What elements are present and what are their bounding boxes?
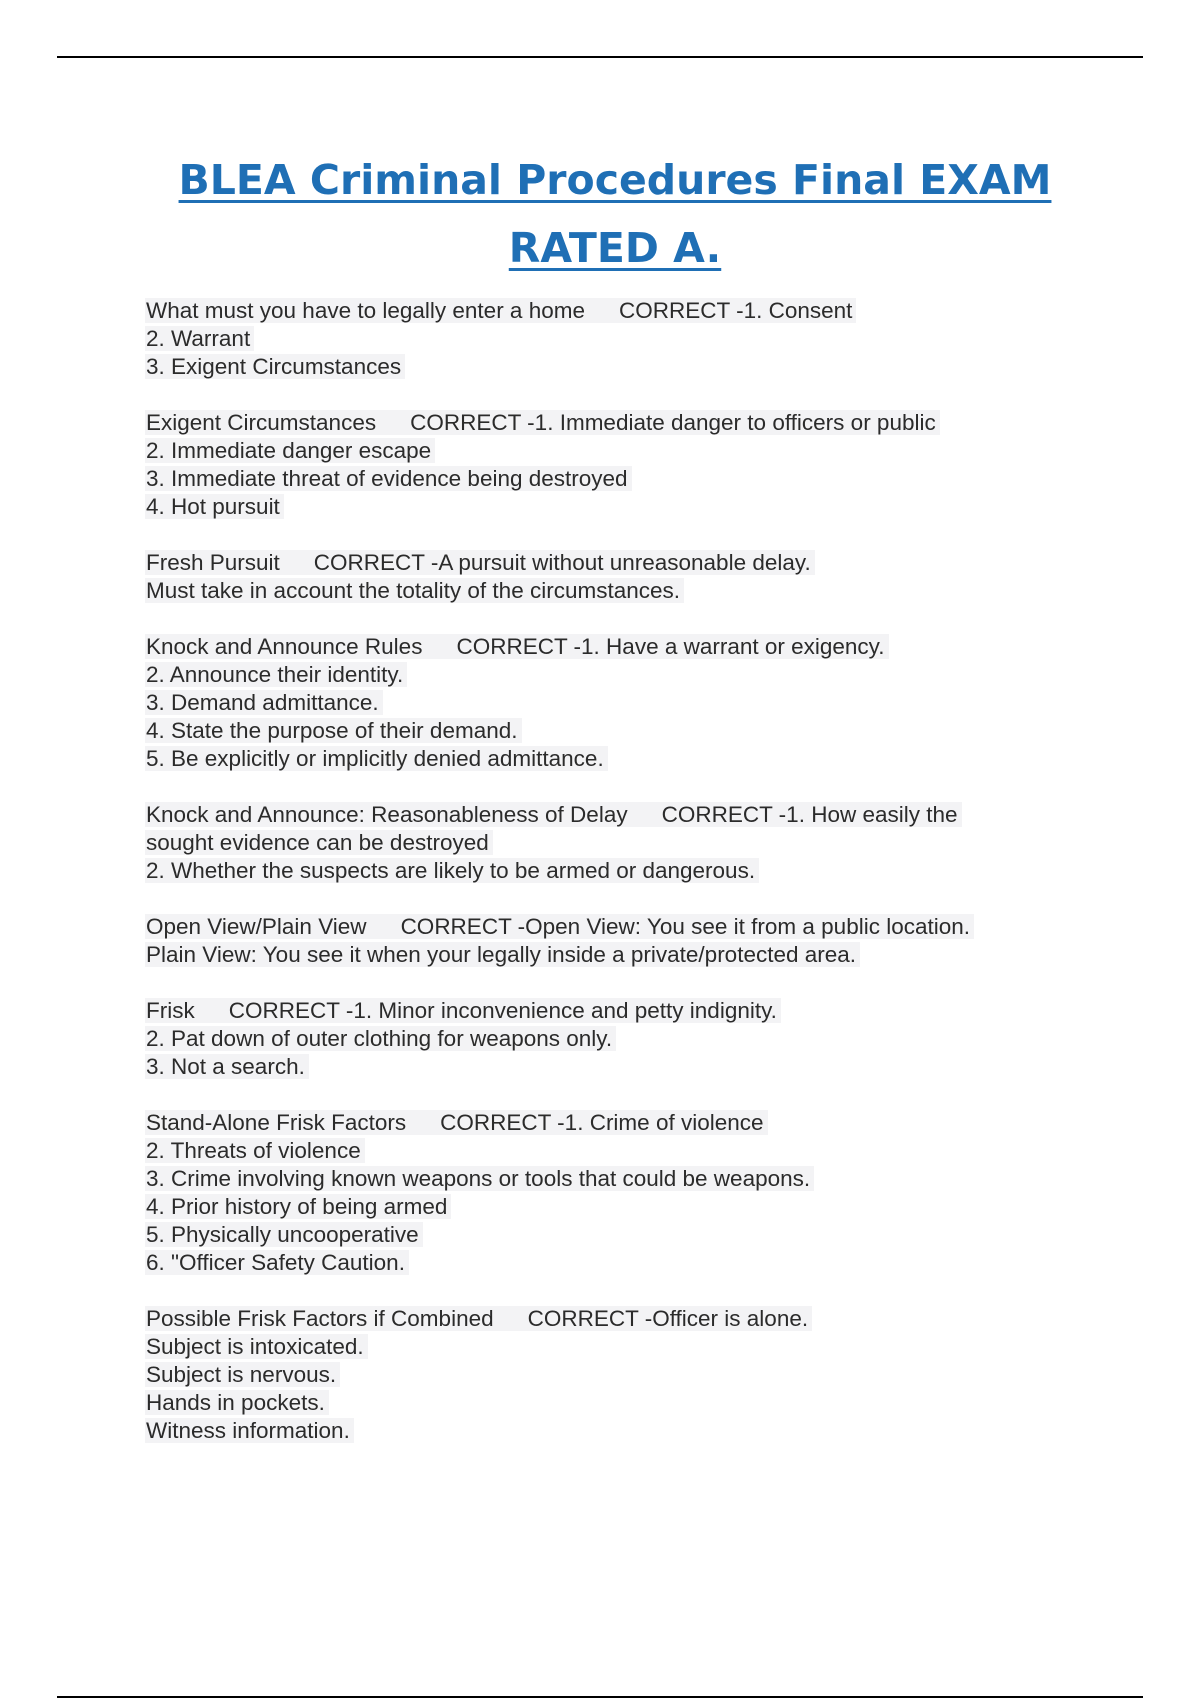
- answer-line: Plain View: You see it when your legally inside a private/protected area.: [145, 942, 860, 967]
- qa-item: [145, 913, 1045, 969]
- answer: CORRECT -1. Have a warrant or exigency.: [456, 634, 885, 659]
- answer-line: 4. Prior history of being armed: [145, 1194, 451, 1219]
- qa-list: [145, 297, 1045, 1473]
- answer-line: 3. Crime involving known weapons or tools that could be weapons.: [145, 1166, 814, 1191]
- answer-line: 5. Physically uncooperative: [145, 1222, 423, 1247]
- answer: CORRECT -1. Minor inconvenience and petty indignity.: [228, 998, 777, 1023]
- answer-line: 2. Pat down of outer clothing for weapons only.: [145, 1026, 616, 1051]
- qa-item: [145, 1109, 1045, 1277]
- qa-item: [145, 549, 1045, 605]
- question: Stand-Alone Frisk Factors: [146, 1110, 407, 1135]
- answer: CORRECT -1. How easily the: [661, 802, 958, 827]
- answer-line: 5. Be explicitly or implicitly denied admittance.: [145, 746, 608, 771]
- answer: CORRECT -1. Crime of violence: [440, 1110, 764, 1135]
- answer-line: Witness information.: [145, 1418, 354, 1443]
- header-rule: [57, 56, 1143, 58]
- answer-line: 3. Demand admittance.: [145, 690, 383, 715]
- question: Frisk: [146, 998, 195, 1023]
- document-title: [160, 146, 1070, 282]
- question: What must you have to legally enter a home: [146, 298, 585, 323]
- footer-rule: [57, 1696, 1143, 1698]
- answer-line: 4. State the purpose of their demand.: [145, 718, 522, 743]
- answer-line: 3. Immediate threat of evidence being destroyed: [145, 466, 632, 491]
- answer: CORRECT -1. Immediate danger to officers or public: [410, 410, 936, 435]
- qa-item: [145, 633, 1045, 773]
- title-line-1: BLEA Criminal Procedures Final EXAM: [178, 156, 1052, 204]
- qa-item: [145, 409, 1045, 521]
- answer: CORRECT -Open View: You see it from a public location.: [400, 914, 971, 939]
- question: Fresh Pursuit: [146, 550, 280, 575]
- qa-item: [145, 297, 1045, 381]
- question: Knock and Announce: Reasonableness of Delay: [146, 802, 628, 827]
- answer-line: Subject is nervous.: [145, 1362, 340, 1387]
- answer-line: Must take in account the totality of the circumstances.: [145, 578, 684, 603]
- answer: CORRECT -1. Consent: [618, 298, 853, 323]
- title-line-2: RATED A.: [508, 224, 722, 272]
- answer-line: sought evidence can be destroyed: [145, 830, 493, 855]
- answer-line: 2. Announce their identity.: [145, 662, 407, 687]
- answer-line: 3. Not a search.: [145, 1054, 309, 1079]
- qa-item: [145, 801, 1045, 885]
- answer: CORRECT -A pursuit without unreasonable delay.: [313, 550, 811, 575]
- answer-line: Subject is intoxicated.: [145, 1334, 368, 1359]
- answer-line: 4. Hot pursuit: [145, 494, 284, 519]
- answer-line: 2. Warrant: [145, 326, 254, 351]
- qa-item: [145, 997, 1045, 1081]
- question: Possible Frisk Factors if Combined: [146, 1306, 494, 1331]
- answer-line: 6. "Officer Safety Caution.: [145, 1250, 409, 1275]
- answer-line: 2. Threats of violence: [145, 1138, 365, 1163]
- answer-line: Hands in pockets.: [145, 1390, 329, 1415]
- answer-line: 3. Exigent Circumstances: [145, 354, 405, 379]
- question: Knock and Announce Rules: [146, 634, 423, 659]
- answer: CORRECT -Officer is alone.: [527, 1306, 809, 1331]
- question: Open View/Plain View: [146, 914, 367, 939]
- answer-line: 2. Whether the suspects are likely to be armed or dangerous.: [145, 858, 759, 883]
- qa-item: [145, 1305, 1045, 1445]
- answer-line: 2. Immediate danger escape: [145, 438, 435, 463]
- question: Exigent Circumstances: [146, 410, 377, 435]
